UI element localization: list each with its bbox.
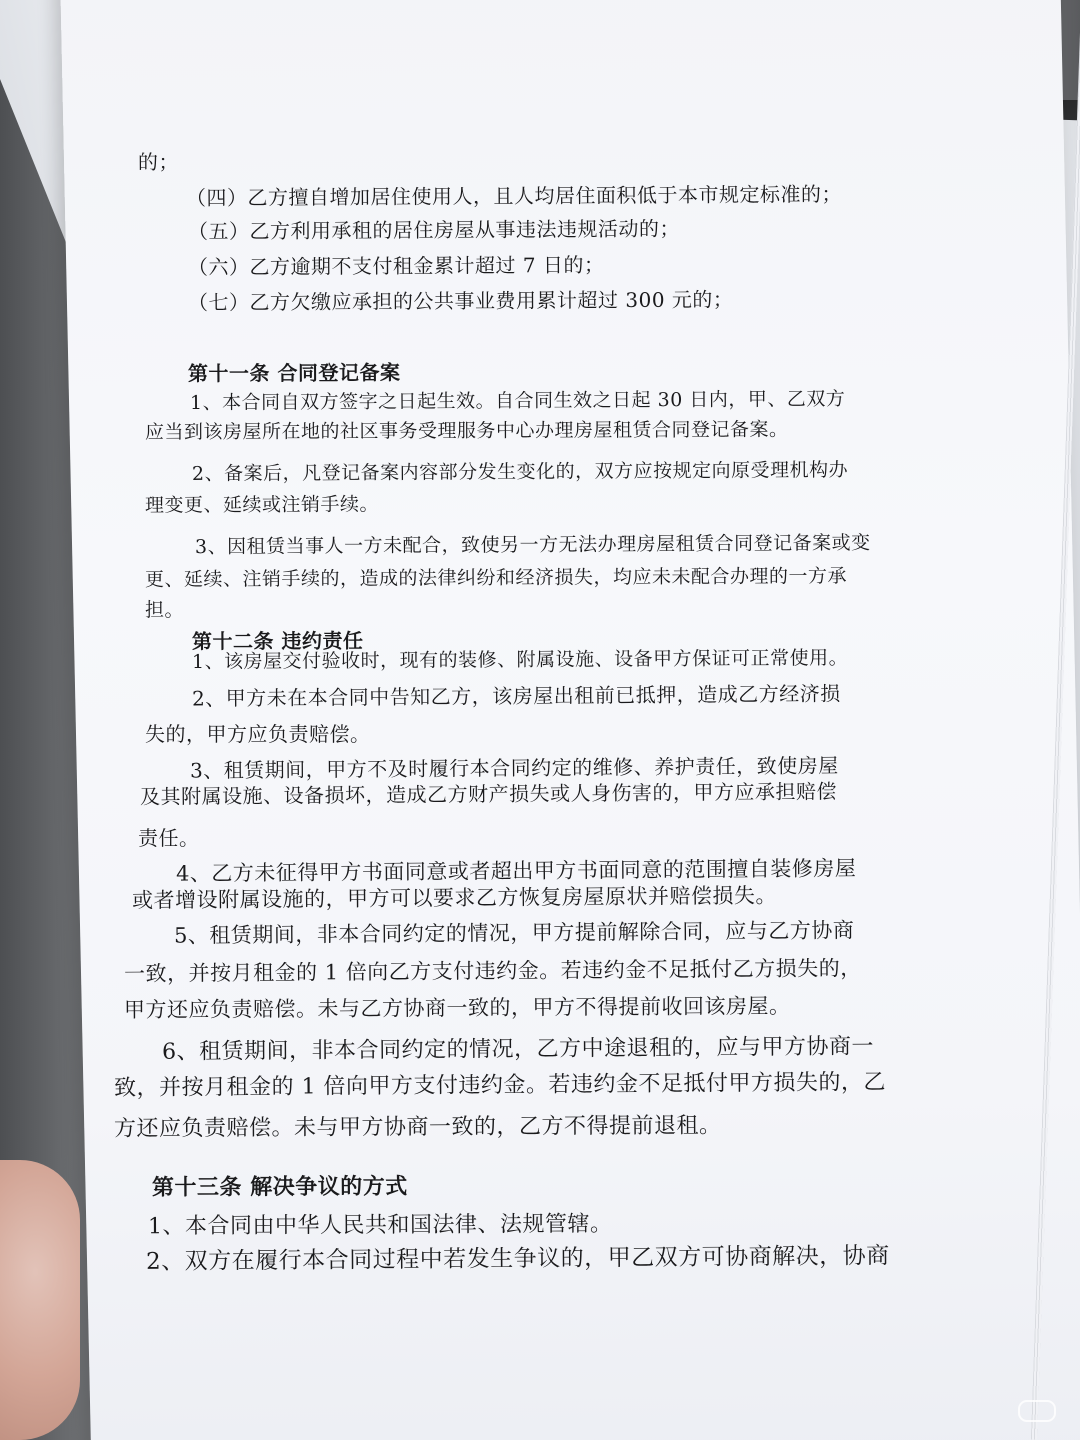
text-line: 3、租赁期间，甲方不及时履行本合同约定的维修、养护责任，致使房屋 <box>189 753 839 783</box>
text-line: （六）乙方逾期不支付租金累计超过 7 日的； <box>187 252 605 280</box>
section-heading: 第十二条 违约责任 <box>191 628 364 654</box>
text-line: 失的，甲方应负责赔偿。 <box>145 722 371 746</box>
text-line: 1、本合同由中华人民共和国法律、法规管辖。 <box>147 1211 613 1240</box>
text-line: 2、备案后，凡登记备案内容部分发生变化的，双方应按规定向原受理机构办 <box>191 458 849 486</box>
section-heading: 第十一条 合同登记备案 <box>187 360 401 386</box>
text-line: 责任。 <box>138 826 200 850</box>
text-line: 甲方还应负责赔偿。未与乙方协商一致的，甲方不得提前收回该房屋。 <box>123 993 791 1023</box>
text-line: （四）乙方擅自增加居住使用人，且人均居住面积低于本市规定标准的； <box>185 181 843 211</box>
text-line: 担。 <box>145 599 185 621</box>
text-line: 及其附属设施、设备损坏，造成乙方财产损失或人身伤害的，甲方应承担赔偿 <box>139 779 838 809</box>
text-line: 应当到该房屋所在地的社区事务受理服务中心办理房屋租赁合同登记备案。 <box>144 418 789 444</box>
text-line: 1、本合同自双方签字之日起生效。自合同生效之日起 30 日内，甲、乙双方 <box>189 387 846 415</box>
text-line: 方还应负责赔偿。未与甲方协商一致的，乙方不得提前退租。 <box>113 1113 722 1142</box>
text-line: 6、租赁期间，非本合同约定的情况，乙方中途退租的，应与甲方协商一 <box>161 1034 875 1065</box>
text-line: 更、延续、注销手续的，造成的法律纠纷和经济损失，均应未未配合办理的一方承 <box>144 565 848 591</box>
text-line: 或者增设附属设施的，甲方可以要求乙方恢复房屋原状并赔偿损失。 <box>131 883 778 913</box>
text-line: 致，并按月租金的 1 倍向甲方支付违约金。若违约金不足抵付甲方损失的，乙 <box>113 1069 887 1102</box>
text-line: 2、甲方未在本合同中告知乙方，该房屋出租前已抵押，造成乙方经济损 <box>191 681 841 711</box>
text-line: 理变更、延续或注销手续。 <box>144 493 380 517</box>
section-heading: 第十三条 解决争议的方式 <box>151 1173 408 1201</box>
text-line: 5、租赁期间，非本合同约定的情况，甲方提前解除合同，应与乙方协商 <box>173 918 855 948</box>
text-line: （五）乙方利用承租的居住房屋从事违法违规活动的； <box>187 216 681 244</box>
watermark-icon <box>1018 1400 1056 1422</box>
text-line: 1、该房屋交付验收时，现有的装修、附属设施、设备甲方保证可正常使用。 <box>191 646 849 674</box>
text-line: （七）乙方欠缴应承担的公共事业费用累计超过 300 元的； <box>187 287 734 315</box>
text-line: 4、乙方未征得甲方书面同意或者超出甲方书面同意的范围擅自装修房屋 <box>175 856 857 886</box>
text-line: 3、因租赁当事人一方未配合，致使另一方无法办理房屋租赁合同登记备案或变 <box>194 531 871 559</box>
text-line: 的； <box>137 149 180 175</box>
thumb <box>0 1160 80 1440</box>
text-line: 一致，并按月租金的 1 倍向乙方支付违约金。若违约金不足抵付乙方损失的， <box>123 956 862 986</box>
text-line: 2、双方在履行本合同过程中若发生争议的，甲乙双方可协商解决，协商 <box>145 1243 890 1275</box>
